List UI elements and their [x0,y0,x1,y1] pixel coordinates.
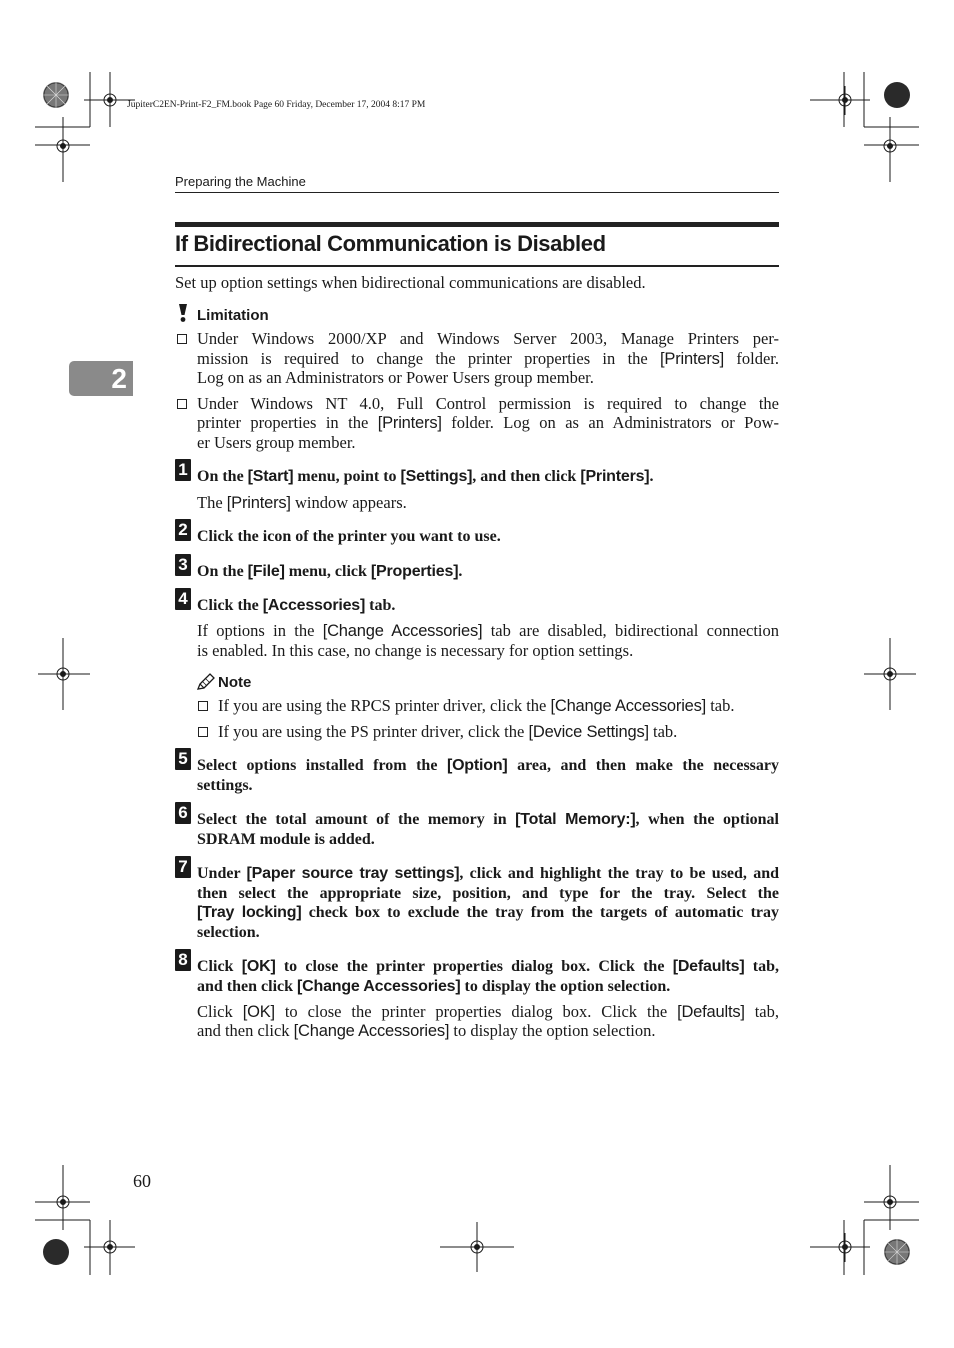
text-run: On the [197,468,248,485]
step-instruction-line [197,830,375,850]
text-run: , click and highlight the tray to be used, and [459,865,780,882]
text-run: If options in the [197,621,323,640]
ui-term: [Accessories] [262,597,366,614]
text-run: selection. [197,923,260,941]
checkbox-bullet [198,701,208,711]
text-run: . [649,468,654,485]
text-run: tab. [365,597,396,614]
ui-term: [File] [247,563,285,580]
ui-term: [Total Memory:] [515,811,636,828]
text-run: to close the printer properties dialog box. Click the [275,958,673,975]
text-run: tab. [706,696,735,715]
ui-term: [Change Accessories] [293,1022,450,1040]
text-run: Select the total amount of the memory in [197,811,516,828]
text-run: If you are using the PS printer driver, click the [218,722,529,741]
text-run: to display the option selection. [449,1021,656,1040]
step-result-line [197,493,407,514]
limitation-heading: Limitation [197,307,269,324]
title-top-bar [175,222,779,227]
step-number-badge: 2 [175,519,191,541]
ui-term: [Option] [446,757,508,774]
text-run: window appears. [290,493,407,512]
text-run: Under [197,865,247,882]
step-instruction-line [197,776,253,796]
step-number-badge: 3 [175,554,191,576]
ui-term: [Defaults] [677,1003,745,1021]
checkbox-bullet [177,334,187,344]
running-header: Preparing the Machine [175,174,306,189]
text-run: The [197,493,227,512]
text-run: to close the printer properties dialog box. Click the [274,1002,678,1021]
page-number: 60 [133,1171,151,1191]
step-number-badge: 8 [175,949,191,971]
step-result-line [197,1002,779,1023]
ui-term: [OK] [242,1003,275,1021]
text-run: is enabled. In this case, no change is necessary for option settings. [197,641,634,660]
text-run: area, and then make the necessary [507,757,779,774]
limitation-line [197,349,779,370]
step-instruction-line [197,903,779,923]
ui-term: [Change Accessories] [322,622,483,640]
step-instruction-line [197,957,779,977]
step-result-line [197,641,633,661]
text-run: , and then click [472,468,581,485]
step-instruction-line [197,596,395,616]
text-run: tab, [744,1002,779,1021]
text-run: SDRAM module is added. [197,830,375,848]
text-run: settings. [197,776,253,794]
ui-term: [Printers] [377,414,442,432]
text-run: folder. [724,349,779,368]
ui-term: [Settings] [400,468,473,485]
text-run: Click [197,1002,243,1021]
note-line [218,696,735,717]
text-run: , when the optional [635,811,779,828]
ui-term: [Device Settings] [528,723,649,741]
step-instruction-line [197,864,779,884]
text-run: Click the [197,597,263,614]
step-instruction-line [197,756,779,776]
chapter-tab: 2 [69,361,133,396]
text-run: tab are disabled, bidirectional connection [482,621,780,640]
step-number-badge: 1 [175,459,191,481]
text-run: check box to exclude the tray from the targets of automatic tray [301,904,779,921]
limitation-icon [176,303,190,323]
text-run: and then click [197,977,298,995]
text-run: Click the icon of the printer you want to use. [197,528,501,545]
ui-term: [Printers] [580,468,650,485]
text-run: menu, point to [293,468,401,485]
text-run: Under Windows 2000/XP and Windows Server 2003, Manage Printers per- [197,329,779,348]
text-run: tab, [744,958,779,975]
text-run: tab. [648,722,678,741]
ui-term: [Change Accessories] [550,697,707,715]
text-run: . [458,563,463,580]
note-line [218,722,677,743]
text-run: printer properties in the [197,413,378,432]
ui-term: [Change Accessories] [297,977,461,995]
text-run: then select the appropriate size, position, and type for the tray. Select the [197,884,779,902]
note-heading: Note [218,674,252,691]
text-run: menu, click [284,563,371,580]
book-info-line: JupiterC2EN-Print-F2_FM.book Page 60 Friday, December 17, 2004 8:17 PM [127,100,426,110]
checkbox-bullet [177,399,187,409]
header-rule [175,192,779,193]
ui-term: [OK] [241,958,276,975]
section-title: If Bidirectional Communication is Disabled [175,231,606,256]
limitation-line [197,368,594,388]
text-run: folder. Log on as an Administrators or Pow- [441,413,779,432]
intro-text: Set up option settings when bidirectional communications are disabled. [175,273,646,292]
step-instruction-line [197,810,779,830]
title-underline [175,265,779,267]
text-run: If you are using the RPCS printer driver, click the [218,696,551,715]
text-run: er Users group member. [197,433,356,452]
text-run: Log on as an Administrators or Power Users group member. [197,368,594,387]
step-result-line [197,1021,655,1042]
text-run: Click [197,958,242,975]
limitation-line [197,433,356,453]
ui-term: [Paper source tray settings] [246,865,460,882]
step-instruction-line [197,884,779,904]
step-result-line [197,621,779,642]
ui-term: [Printers] [660,350,725,368]
text-run: Select options installed from the [197,757,447,774]
step-instruction-line [197,527,501,547]
step-number-badge: 6 [175,802,191,824]
text-run: and then click [197,1021,294,1040]
step-instruction-line [197,467,653,487]
step-instruction-line [197,562,462,582]
limitation-line [197,413,779,434]
checkbox-bullet [198,727,208,737]
limitation-line [197,329,779,349]
text-run: to display the option selection. [460,977,671,995]
ui-term: [Printers] [226,494,291,512]
ui-term: [Defaults] [672,958,745,975]
ui-term: [Start] [247,468,294,485]
step-instruction-line [197,923,260,943]
step-number-badge: 7 [175,856,191,878]
limitation-line [197,394,779,414]
note-pencil-icon [196,673,216,691]
ui-term: [Tray locking] [197,904,302,921]
text-run: On the [197,563,248,580]
starburst-targets [43,82,910,1265]
step-number-badge: 4 [175,588,191,610]
step-instruction-line [197,977,670,997]
ui-term: [Properties] [370,563,459,580]
text-run: mission is required to change the printer properties in the [197,349,661,368]
step-number-badge: 5 [175,748,191,770]
text-run: Under Windows NT 4.0, Full Control permission is required to change the [197,394,779,413]
